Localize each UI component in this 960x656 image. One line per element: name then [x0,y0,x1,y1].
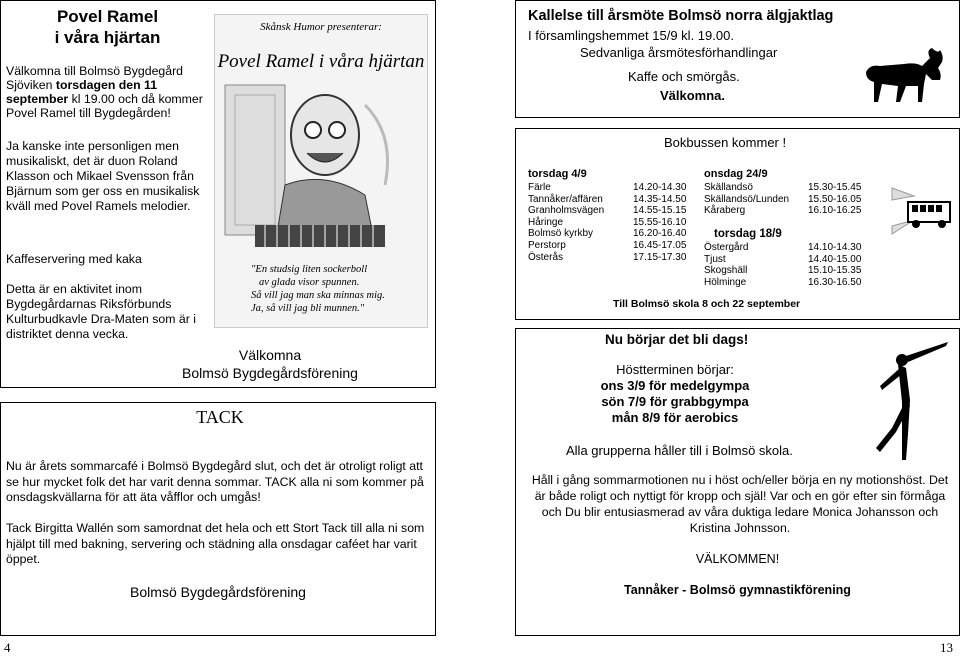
moose-icon [860,44,952,108]
bus-thursday2-header: torsdag 18/9 [714,228,782,240]
bus-stop-time: 14.20-14.30 [633,182,687,193]
bus-stop-time: 15.10-15.35 [808,265,862,277]
povel-portrait-icon [215,75,427,265]
tack-para1: Nu är årets sommarcafé i Bolmsö Bygdegård slut, och det är otroligt roligt att se hur mycket folk det har varit denna sommar. TACK alla ni som kommer på onsdagskvällarna för att äta våfflor och umgås! [6,459,424,504]
page-number-right: 13 [940,640,953,655]
bus-stop-time: 14.40-15.00 [808,253,862,265]
bus-wednesday-header: onsdag 24/9 [704,168,768,180]
bus-stop-time: 16.45-17.05 [633,240,687,251]
bus-stop-place: Skogshäll [704,265,748,277]
bus-stop-place: Österås [528,251,564,263]
bus-stop-time: 17.15-17.30 [633,251,687,263]
tack-box [0,402,436,636]
bus-stop-place: Håringe [528,216,564,228]
bus-stop-time: 16.20-16.40 [633,228,687,240]
bus-footer: Till Bolmsö skola 8 och 22 september [613,298,801,310]
gym-title: Nu börjar det bli dags! [605,332,749,347]
bus-stop-time: 15.55-16.10 [633,216,687,228]
gym-para: Håll i gång sommarmotionen nu i höst och/eller börja en ny motionshöst. Det är både roligt och nyttigt för kropp och själ! Var och en gör efter sin förmåga och Du blir entusiasmerad av våra duktiga ledare Monica Johansson och Kristina Johnsson. [531,473,949,535]
bus-stop-place: Kåraberg [704,205,746,217]
gym-welcome: VÄLKOMMEN! [695,552,780,566]
bus-stop-time: 16.30-16.50 [808,276,862,288]
meeting-title: Kallelse till årsmöte Bolmsö norra älgjaktlag [528,8,834,24]
poster-title: Povel Ramel i våra hjärtan [217,51,425,72]
gym-signature: Tannåker - Bolmsö gymnastikförening [624,583,851,597]
meeting-line2: Sedvanliga årsmötesförhandlingar [580,45,778,60]
page-number-left: 4 [4,640,11,655]
bus-stop-place: Perstorp [528,240,566,251]
tack-heading: TACK [196,407,244,427]
bus-stop-time: 14.55-15.15 [633,205,687,217]
povel-welcome: Välkomna Bolmsö Bygdegårdsförening [182,347,358,381]
bus-title: Bokbussen kommer ! [664,135,787,150]
povel-para3: Kaffeservering med kaka [6,252,142,266]
tack-signature: Bolmsö Bygdegårdsförening [130,584,306,600]
poster-presenter: Skånsk Humor presenterar: [260,21,382,33]
bus-stop-place: Östergård [704,242,749,253]
gym-location: Alla grupperna håller till i Bolmsö skola. [566,443,793,458]
bus-stop-time: 15.50-16.05 [808,193,862,205]
meeting-line4: Välkomna. [660,88,726,103]
povel-intro-date: torsdagen den 11 september [6,78,158,106]
tack-para2: Tack Birgitta Wallén som samordnat det hela och ett Stort Tack till alla ni som hjälpt till med bakning, servering och städning alla onsdagar caféet har varit öppet. [6,521,425,566]
povel-para4: Detta är en aktivitet inom Bygdegårdarnas Riksförbunds Kulturbudkavle Dra-Maten som är i distriktet denna vecka. [6,282,196,341]
bus-stop-place: Tjust [704,253,726,265]
bus-stop-place: Granholmsvägen [528,205,605,217]
bus-stop-time: 14.35-14.50 [633,193,687,205]
meeting-line3: Kaffe och smörgås. [628,69,740,84]
bus-stop-place: Tannåker/affären [528,193,603,205]
dancer-icon [862,338,952,466]
bus-stop-time: 15.30-15.45 [808,182,862,193]
bus-stop-place: Skällandsö [704,182,753,193]
povel-para2: Ja kanske inte personligen men musikaliskt, det är duon Roland Klasson och Mikael Svensson från Bjärnum som ger oss en musikalisk kväll med Povel Ramels melodier. [6,139,200,213]
gym-schedule: Höstterminen börjar: ons 3/9 för medelgympa sön 7/9 för grabbgympa mån 8/9 för aerobics [600,362,750,425]
poster-quote: "En studsig liten sockerboll av glada visor spunnen. Så vill jag man ska minnas mig. Ja, så vill jag bli munnen." [251,264,385,314]
povel-intro-text: Välkomna till Bolmsö Bygdegård Sjöviken torsdagen den 11 september kl 19.00 och då kommer Povel Ramel till Bygdegården! [6,64,203,120]
bus-stop-place: Färle [528,182,551,193]
bus-stop-time: 14.10-14.30 [808,242,862,253]
povel-title: Povel Ramel i våra hjärtan [54,7,161,47]
bus-stop-place: Hölminge [704,276,747,288]
bus-stop-place: Bolmsö kyrkby [528,228,594,240]
bus-stop-place: Skällandsö/Lunden [704,193,790,205]
bus-stop-time: 16.10-16.25 [808,205,862,217]
povel-intro [6,64,210,120]
bus-thursday-header: torsdag 4/9 [528,168,587,180]
meeting-line1: I församlingshemmet 15/9 kl. 19.00. [528,28,734,43]
bus-icon [890,186,952,236]
povel-poster [214,14,428,328]
